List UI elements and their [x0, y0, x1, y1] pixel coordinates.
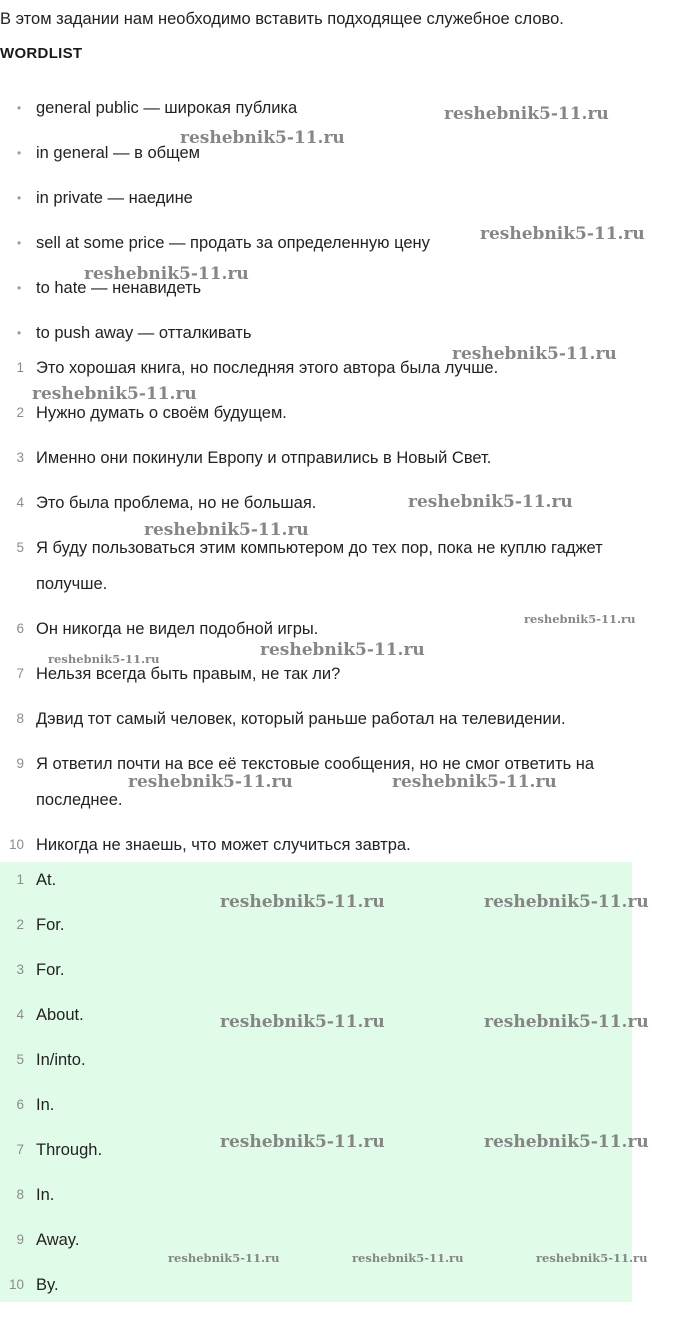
intro-text: В этом задании нам необходимо вставить подходящее служебное слово. — [0, 10, 564, 28]
wordlist-item: • sell at some price — продать за определенную цену — [36, 232, 430, 254]
answer-text: In. — [36, 1186, 55, 1204]
item-number: 1 — [16, 360, 24, 375]
sentence-text: Нельзя всегда быть правым, не так ли? — [36, 665, 341, 683]
item-number: 6 — [16, 621, 24, 636]
answer-number: 5 — [16, 1052, 24, 1067]
sentence-text: Никогда не знаешь, что может случиться завтра. — [36, 836, 411, 854]
answer-number: 6 — [16, 1097, 24, 1112]
watermark: reshebnik5-11.ru — [180, 128, 345, 148]
answer-number: 7 — [16, 1142, 24, 1157]
watermark: reshebnik5-11.ru — [444, 104, 609, 124]
sentence-text: Он никогда не видел подобной игры. — [36, 620, 319, 638]
watermark: reshebnik5-11.ru — [352, 1251, 464, 1265]
answer-number: 9 — [16, 1232, 24, 1247]
answer-text: About. — [36, 1006, 84, 1024]
watermark: reshebnik5-11.ru — [168, 1251, 280, 1265]
item-number: 7 — [16, 666, 24, 681]
wordlist-heading: WORDLIST — [0, 45, 83, 62]
watermark: reshebnik5-11.ru — [452, 344, 617, 364]
sentence-text-continued: получше. — [36, 575, 108, 593]
watermark: reshebnik5-11.ru — [84, 264, 249, 284]
answer-text: For. — [36, 961, 65, 979]
item-number: 4 — [16, 495, 24, 510]
watermark: reshebnik5-11.ru — [220, 1012, 385, 1032]
item-number: 5 — [16, 540, 24, 555]
answer-text: In/into. — [36, 1051, 86, 1069]
answer-text: Through. — [36, 1141, 103, 1159]
watermark: reshebnik5-11.ru — [392, 772, 557, 792]
item-number: 9 — [16, 756, 24, 771]
answer-number: 8 — [16, 1187, 24, 1202]
watermark: reshebnik5-11.ru — [48, 652, 160, 666]
wordlist-item: • in private — наедине — [36, 187, 193, 209]
item-number: 10 — [8, 837, 24, 852]
sentence-text: Именно они покинули Европу и отправились в Новый Свет. — [36, 449, 492, 467]
watermark: reshebnik5-11.ru — [408, 492, 573, 512]
answer-text: Away. — [36, 1231, 80, 1249]
answer-number: 1 — [16, 872, 24, 887]
watermark: reshebnik5-11.ru — [220, 1132, 385, 1152]
watermark: reshebnik5-11.ru — [260, 640, 425, 660]
watermark: reshebnik5-11.ru — [524, 612, 636, 626]
watermark: reshebnik5-11.ru — [480, 224, 645, 244]
wordlist-item: • to push away — отталкивать — [36, 322, 251, 344]
watermark: reshebnik5-11.ru — [220, 892, 385, 912]
watermark: reshebnik5-11.ru — [484, 1012, 649, 1032]
watermark: reshebnik5-11.ru — [484, 892, 649, 912]
answer-number: 10 — [8, 1277, 24, 1292]
sentence-text: Это хорошая книга, но последняя этого автора была лучше. — [36, 359, 499, 377]
sentence-text: Дэвид тот самый человек, который раньше работал на телевидении. — [36, 710, 566, 728]
item-number: 8 — [16, 711, 24, 726]
answer-number: 4 — [16, 1007, 24, 1022]
watermark: reshebnik5-11.ru — [144, 520, 309, 540]
answer-text: By. — [36, 1276, 59, 1294]
answer-number: 2 — [16, 917, 24, 932]
answer-text: In. — [36, 1096, 55, 1114]
watermark: reshebnik5-11.ru — [32, 384, 197, 404]
wordlist-item: • in general — в общем — [36, 142, 200, 164]
watermark: reshebnik5-11.ru — [128, 772, 293, 792]
wordlist-item: • to hate — ненавидеть — [36, 277, 201, 299]
item-number: 3 — [16, 450, 24, 465]
watermark: reshebnik5-11.ru — [536, 1251, 648, 1265]
sentence-text: Я ответил почти на все её текстовые сообщения, но не смог ответить на — [36, 755, 595, 773]
wordlist-item: • general public — широкая публика — [36, 97, 297, 119]
sentence-text: Нужно думать о своём будущем. — [36, 404, 287, 422]
answer-text: At. — [36, 871, 57, 889]
answer-number: 3 — [16, 962, 24, 977]
sentence-text-continued: последнее. — [36, 791, 123, 809]
watermark: reshebnik5-11.ru — [484, 1132, 649, 1152]
sentence-text: Я буду пользоваться этим компьютером до тех пор, пока не куплю гаджет — [36, 539, 603, 557]
sentence-text: Это была проблема, но не большая. — [36, 494, 317, 512]
item-number: 2 — [16, 405, 24, 420]
answer-text: For. — [36, 916, 65, 934]
